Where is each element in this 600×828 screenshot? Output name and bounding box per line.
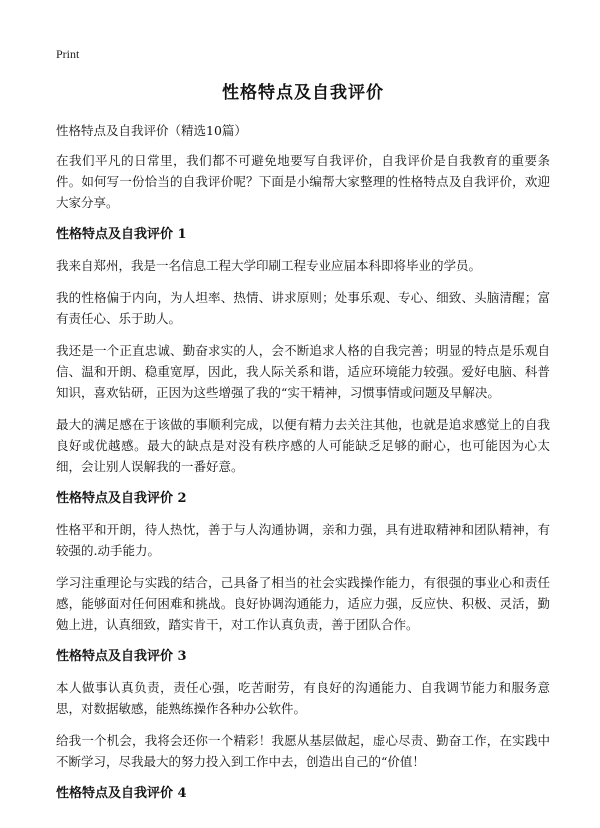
intro-paragraph: 在我们平凡的日常里，我们都不可避免地要写自我评价，自我评价是自我教育的重要条件。如何写一份恰当的自我评价呢？下面是小编帮大家整理的性格特点及自我评价，欢迎大家分享。 — [56, 153, 550, 210]
print-link[interactable]: Print — [56, 47, 80, 61]
section-3 — [56, 646, 550, 772]
paragraph: 我的性格偏于内向，为人坦率、热情、讲求原则；处事乐观、专心、细致、头脑清醒；富有责任心、乐于助人。 — [56, 290, 550, 326]
paragraph: 性格平和开朗，待人热忱，善于与人沟通协调，亲和力强，具有进取精神和团队精神，有较强的.动手能力。 — [56, 522, 550, 558]
section-1 — [56, 224, 550, 477]
paragraph: 最大的满足感在于该做的事顺利完成，以便有精力去关注其他，也就是追求感觉上的自我良好或优越感。最大的缺点是对没有秩序感的人可能缺乏足够的耐心，也可能因为心太细，会让别人误解我的一番好意。 — [56, 417, 550, 474]
section-heading: 性格特点及自我评价 1 — [56, 227, 187, 242]
section-2 — [56, 488, 550, 635]
document-body — [56, 120, 550, 814]
paragraph: 我来自郑州，我是一名信息工程大学印刷工程专业应届本科即将毕业的学员。 — [56, 258, 482, 273]
paragraph: 给我一个机会，我将会还你一个精彩！我愿从基层做起，虚心尽责、勤奋工作，在实践中不断学习，尽我最大的努力投入到工作中去，创造出自己的“价值！ — [56, 733, 550, 769]
paragraph: 我还是一个正直忠诚、勤奋求实的人，会不断追求人格的自我完善；明显的特点是乐观自信、温和开朗、稳重宽厚，因此，我人际关系和谐，适应环境能力较强。爱好电脑、科普知识，喜欢钻研，正因为这些增强了我的“实干精神，习惯事情或问题及早解决。 — [56, 343, 550, 400]
document-subtitle: 性格特点及自我评价（精选10篇） — [56, 123, 247, 138]
section-heading: 性格特点及自我评价 4 — [56, 786, 187, 801]
document-title: 性格特点及自我评价 — [222, 83, 384, 103]
section-heading: 性格特点及自我评价 2 — [56, 491, 187, 506]
section-4 — [56, 783, 550, 804]
paragraph: 本人做事认真负责，责任心强，吃苦耐劳，有良好的沟通能力、自我调节能力和服务意思，对数据敏感，能熟练操作各种办公软件。 — [56, 680, 550, 716]
paragraph: 学习注重理论与实践的结合，己具备了相当的社会实践操作能力，有很强的事业心和责任感，能够面对任何困难和挑战。良好协调沟通能力，适应力强，反应快、积极、灵活，勤勉上进，认真细致，踏实肯干，对工作认真负责，善于团队合作。 — [56, 575, 550, 632]
section-heading: 性格特点及自我评价 3 — [56, 649, 187, 664]
